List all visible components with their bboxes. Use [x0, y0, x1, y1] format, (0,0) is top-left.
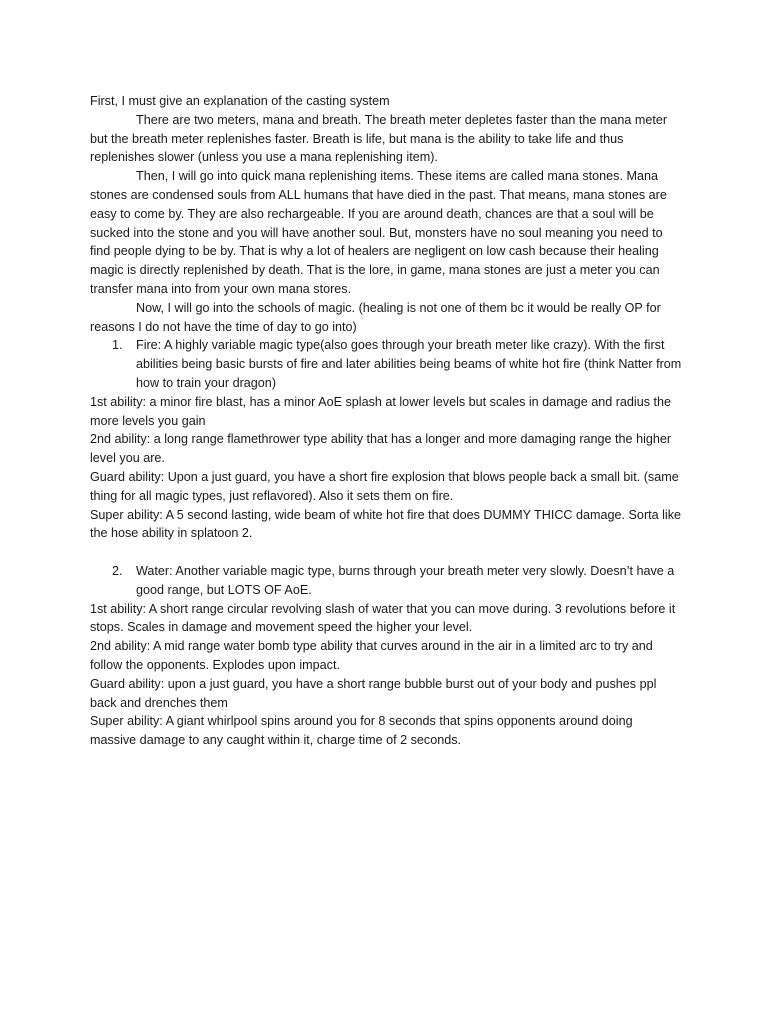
list-number: 2.: [112, 563, 123, 578]
list-item-text: Water: Another variable magic type, burns through your breath meter very slowly. Doesn’t have a good range, but LOTS OF AoE.: [136, 563, 675, 597]
mana-stones-paragraph: Then, I will go into quick mana replenishing items. These items are called mana stones. Mana stones are condensed souls from ALL humans that have died in the past. That means, mana stones are easy to come by. They are also rechargeable. If you are around death, chances are that a soul will be sucked into the stone and you will have another soul. But, monsters have no soul meaning you need to find people dying to be by. That is why a lot of healers are negligent on low cash because their healing magic is directly replenished by death. That is the lore, in game, mana stones are just a meter you can transfer mana into from your own mana stores.: [90, 169, 667, 296]
list-item-fire: [90, 336, 682, 392]
fire-guard-ability: Guard ability: Upon a just guard, you have a short fire explosion that blows people back a small bit. (same thing for all magic types, just reflavored). Also it sets them on fire.: [90, 469, 679, 503]
fire-ability-2: 2nd ability: a long range flamethrower type ability that has a longer and more damaging range the higher level you are.: [90, 432, 672, 466]
list-item-water: [90, 562, 682, 600]
fire-super-ability: Super ability: A 5 second lasting, wide beam of white hot fire that does DUMMY THICC damage. Sorta like the hose ability in splatoon 2.: [90, 507, 682, 541]
list-item-text: Fire: A highly variable magic type(also goes through your breath meter like crazy). With the first abilities being basic bursts of fire and later abilities being beams of white hot fire (think Natter from how to train your dragon): [136, 338, 682, 390]
list-number: 1.: [112, 338, 123, 353]
water-super-ability: Super ability: A giant whirlpool spins around you for 8 seconds that spins opponents around doing massive damage to any caught within it, charge time of 2 seconds.: [90, 714, 633, 748]
blank-line: [90, 543, 682, 562]
intro-line: First, I must give an explanation of the casting system: [90, 94, 390, 108]
schools-paragraph: Now, I will go into the schools of magic. (healing is not one of them bc it would be really OP for reasons I do not have the time of day to go into): [90, 300, 661, 334]
document-body: [90, 92, 682, 750]
fire-ability-1: 1st ability: a minor fire blast, has a minor AoE splash at lower levels but scales in damage and radius the more levels you gain: [90, 394, 672, 428]
water-ability-1: 1st ability: A short range circular revolving slash of water that you can move during. 3 revolutions before it stops. Scales in damage and movement speed the higher your level.: [90, 601, 676, 635]
meters-paragraph: There are two meters, mana and breath. The breath meter depletes faster than the mana meter but the breath meter replenishes faster. Breath is life, but mana is the ability to take life and thus replenishes slower (unless you use a mana replenishing item).: [90, 112, 668, 165]
water-guard-ability: Guard ability: upon a just guard, you have a short range bubble burst out of your body and pushes ppl back and drenches them: [90, 676, 657, 710]
water-ability-2: 2nd ability: A mid range water bomb type ability that curves around in the air in a limited arc to try and follow the opponents. Explodes upon impact.: [90, 639, 653, 672]
